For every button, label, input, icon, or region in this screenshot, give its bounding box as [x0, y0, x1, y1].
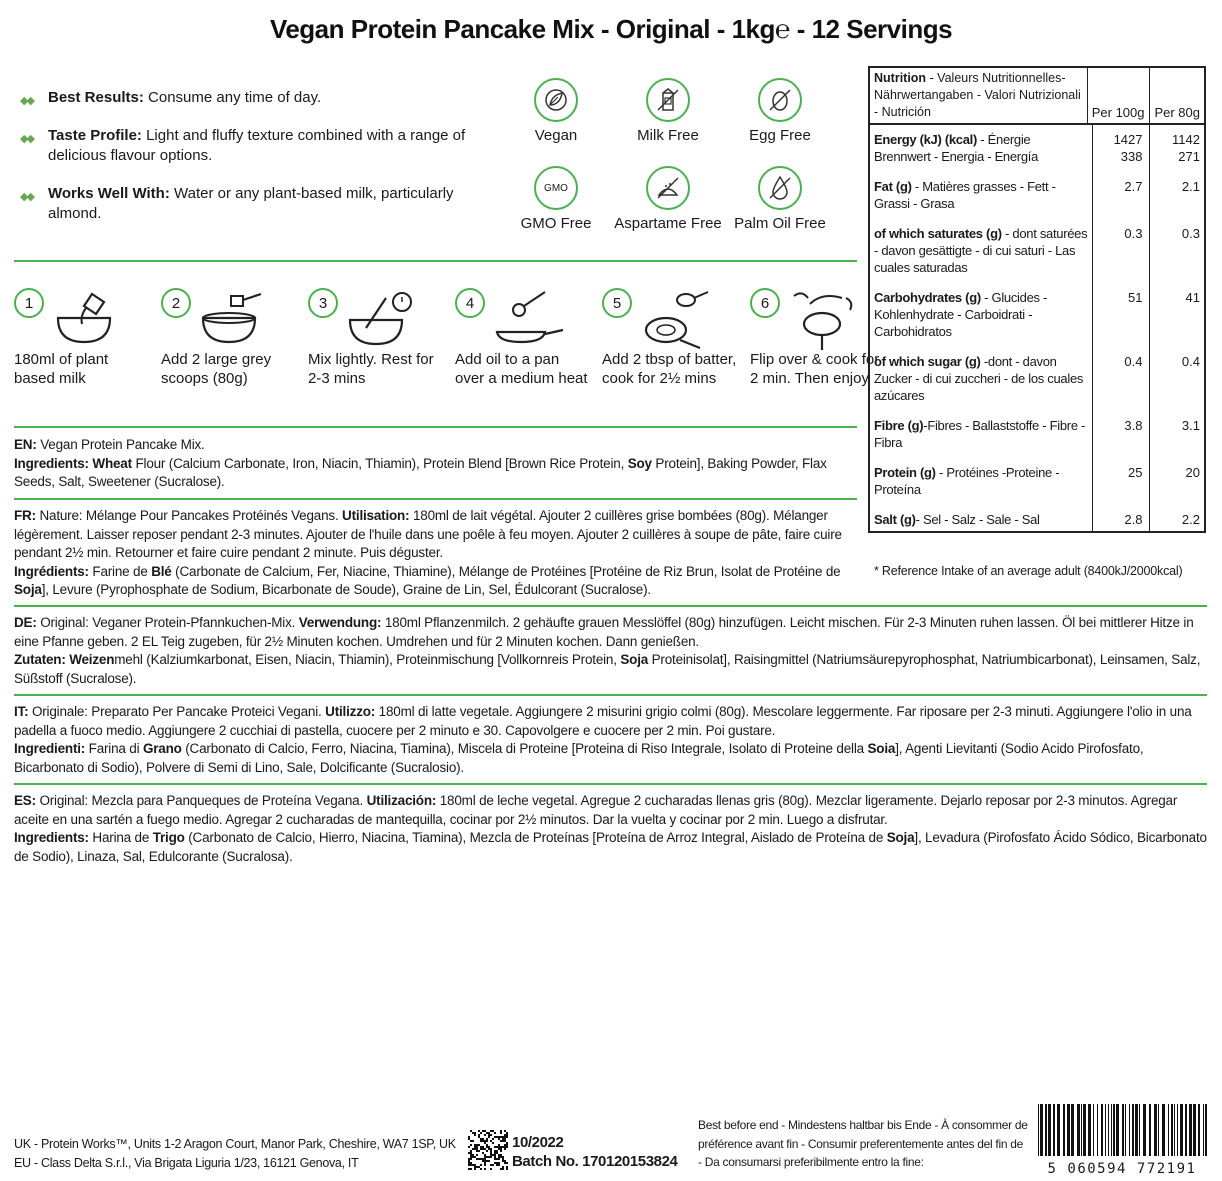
claim-label: Vegan — [534, 127, 578, 144]
text-run: Proteinisolat], Raisingmittel (Natriumsäurepyrophosphat, Natriumbicarbonat), Leinsamen, Salz, Süßstoff (Sucralose). — [14, 652, 1201, 686]
egg-free-icon — [758, 78, 802, 122]
text-run: Protein], Baking Powder, Flax Seeds, Salt, Sweetener (Sucralose). — [14, 455, 827, 489]
bold-run: DE: — [14, 615, 37, 630]
col-per-100g: Per 100g — [1087, 68, 1149, 124]
pour-milk-icon — [52, 288, 124, 350]
text-run: Farine de — [88, 563, 152, 579]
nutrient-name — [870, 125, 1092, 168]
text-run: Vegan Protein Pancake Mix. — [36, 437, 205, 452]
section-divider — [14, 605, 1207, 607]
step-text: Mix lightly. Rest for 2-3 mins — [308, 351, 434, 387]
nutrient-name — [870, 168, 1092, 215]
claim-label: Milk Free — [637, 127, 699, 144]
value-per-80g: 2.1 — [1149, 168, 1204, 215]
gmo-badge-text: GMO — [544, 182, 568, 194]
value-per-100g: 1427 338 — [1092, 125, 1149, 168]
step-text: Add 2 tbsp of batter, cook for 2½ mins — [602, 351, 737, 387]
diamond-bullet-icon: ◆◆ — [20, 191, 33, 203]
text-run: 180ml di latte vegetale. Aggiungere 2 misurini grigio colmi (80g). Mescolare leggermente. Far riposare per 2-3 minuti. Aggiungere l'olio in una padella a fuoco medio. Aggiungere 2 cucchiai di pastella, cuocere per 2 minuto e 30. Capovolgere e cuocere per 2 min. Poi gustare. — [14, 704, 1192, 738]
lang-it-description — [14, 703, 1209, 740]
text-run: Farina di — [85, 741, 143, 756]
vegan-leaf-icon — [534, 78, 578, 122]
text-run: (Carbonato di Calcio, Ferro, Niacina, Tiamina), Miscela di Proteine [Proteina di Riso Integrale, Isolato di Proteine della — [181, 741, 868, 756]
claim-label: Egg Free — [749, 127, 811, 144]
col-per-80g: Per 80g — [1149, 68, 1204, 124]
bold-run: Verwendung: — [298, 615, 382, 630]
text-run: Originale: Preparato Per Pancake Proteici Vegani. — [28, 704, 326, 719]
reference-intake-note: * Reference Intake of an average adult (8400kJ/2000kcal) — [874, 564, 1183, 578]
oil-pan-icon — [493, 288, 565, 350]
diamond-bullet-icon: ◆◆ — [20, 95, 33, 107]
lang-fr-description — [14, 507, 854, 563]
bold-run: Soia — [867, 741, 896, 756]
step-4 — [455, 288, 590, 408]
nutrient-name — [870, 454, 1092, 501]
bold-run: Utilisation: — [342, 508, 410, 523]
value-per-100g: 3.8 — [1092, 407, 1149, 454]
page-title: Vegan Protein Pancake Mix - Original - 1kg℮ - 12 Servings — [269, 14, 953, 44]
taste-profile-bullet — [20, 126, 480, 166]
value-per-100g: 2.8 — [1092, 501, 1149, 531]
barcode-number: 5 060594 772191 — [1047, 1161, 1197, 1177]
section-divider — [14, 260, 857, 262]
value-per-80g: 2.2 — [1149, 501, 1204, 531]
claim-label: Palm Oil Free — [734, 215, 826, 232]
text-run: (Carbonate de Calcium, Fer, Niacine, Thiamine), Mélange de Protéines [Protéine de Riz Brun, Isolat de Protéine de — [171, 563, 841, 579]
nutrient-label: Fibre (g) — [874, 418, 924, 433]
text-run: Original: Veganer Protein-Pfannkuchen-Mix. — [36, 615, 299, 630]
barcode — [1034, 1104, 1210, 1177]
batch-number: Batch No. 170120153824 — [512, 1153, 678, 1170]
diamond-bullet-icon: ◆◆ — [20, 133, 33, 145]
flip-pan-icon — [788, 288, 860, 350]
nutrition-row — [870, 279, 1204, 343]
value-per-80g: 41 — [1149, 279, 1204, 343]
bold-run: Soja — [886, 830, 915, 845]
lang-de-ingredients — [14, 651, 1209, 688]
nutrient-name — [870, 279, 1092, 343]
nutrient-label: Carbohydrates (g) — [874, 290, 981, 305]
text-run: (Carbonato de Calcio, Hierro, Niacina, Tiamina), Mezcla de Proteínas [Proteína de Arroz Integral, Aislado de Proteína de — [184, 830, 887, 845]
claim-label: GMO Free — [520, 215, 592, 232]
bold-run: FR: — [14, 508, 36, 523]
step-number: 3 — [308, 288, 338, 318]
bold-run: Ingrédients: — [14, 563, 89, 579]
step-2 — [161, 288, 296, 408]
value-per-80g: 3.1 — [1149, 407, 1204, 454]
lang-en-ingredients — [14, 455, 854, 492]
nutrient-label: Fat (g) — [874, 179, 912, 194]
qr-code-icon — [468, 1130, 508, 1170]
bold-run: Grano — [142, 741, 182, 756]
palm-oil-free-icon — [758, 166, 802, 210]
nutrition-row — [870, 215, 1204, 279]
bold-run: ES: — [14, 793, 36, 808]
value-per-100g: 51 — [1092, 279, 1149, 343]
lang-block-it — [14, 703, 1209, 777]
nutrition-row — [870, 501, 1204, 531]
lang-block-en — [14, 436, 854, 492]
lang-block-fr — [14, 507, 854, 600]
bullet-text: Water or any plant-based milk, particularly almond. — [48, 185, 454, 222]
text-run: 180ml de leche vegetal. Agregue 2 cucharadas llenas gris (80g). Mezclar ligeramente. Dejarlo reposar por 2-3 minutos. Agregar aceite en una sartén a fuego medio. Agregar 2 cucharadas de mantequilla, cocinar por 2½ minutos. Dar la vuelta y cocinar por 2 min. Luego a disfrutar. — [14, 793, 1178, 827]
bullet-label: Taste Profile: — [48, 127, 142, 144]
bullet-label: Best Results: — [48, 89, 144, 106]
step-text: Flip over & cook for 2 min. Then enjoy — [750, 351, 880, 387]
bold-run: Ingredients: — [14, 830, 89, 845]
nutrient-label: Protein (g) — [874, 465, 936, 480]
nutrition-row — [870, 407, 1204, 454]
best-results-bullet — [20, 88, 480, 108]
section-divider — [14, 783, 1207, 785]
lang-fr-ingredients — [14, 563, 854, 600]
bold-run: Soja — [14, 582, 42, 597]
nutrition-row — [870, 125, 1204, 168]
value-per-80g: 1142 271 — [1149, 125, 1204, 168]
batch-info — [512, 1133, 677, 1171]
nutrition-header — [870, 68, 1087, 124]
bullet-text: Consume any time of day. — [143, 89, 322, 106]
claim-gmo-free — [496, 166, 616, 232]
nutrient-label: of which sugar (g) — [874, 354, 981, 369]
nutrient-translations: - Protéines -Proteine - Proteína — [874, 465, 1060, 497]
bold-run: Soja — [620, 652, 649, 667]
lang-de-description — [14, 614, 1209, 651]
text-run: Original: Mezcla para Panqueques de Proteína Vegana. — [35, 793, 367, 808]
value-per-80g: 0.4 — [1149, 343, 1204, 407]
text-run: ], Levadura (Pirofosfato Ácido Sódico, Bicarbonato de Sodio), Linaza, Sal, Edulcorante (Sucralosa). — [14, 830, 1207, 864]
scoop-bowl-icon — [199, 288, 271, 350]
text-run: 180ml de lait végétal. Ajouter 2 cuillères grise bombées (80g). Mélanger légèrement. Laisser reposer pendant 2-3 minutes. Ajouter de l'huile dans une poêle à feu moyen. Ajouter 2 cuillères à soupe de pâte, faire cuire pendant 2½ min. Retourner et faire cuire pendant 2 minute. Puis déguster. — [14, 508, 842, 560]
nutrition-table — [868, 66, 1206, 533]
text-run: 180ml Pflanzenmilch. 2 gehäufte grauen Messlöffel (80g) hinzufügen. Leicht mischen. Für 2-3 Minuten ruhen lassen. Öl bei mittlerer Hitze in eine Pfanne geben. 2 EL Teig zugeben, für 2½ Minuten kochen. Umdrehen und für 2 Minuten kochen. Dann genießen. — [14, 615, 1194, 649]
value-per-100g: 25 — [1092, 454, 1149, 501]
nutrition-row — [870, 454, 1204, 501]
text-run: ], Agenti Lievitanti (Sodio Acido Pirofosfato, Bicarbonato di Sodio), Polvere di Semi di Lino, Sale, Dolcificante (Sucralosio). — [14, 741, 1144, 775]
claim-egg-free — [720, 78, 840, 144]
works-well-with-bullet — [20, 184, 480, 224]
step-1 — [14, 288, 149, 408]
value-per-80g: 20 — [1149, 454, 1204, 501]
gmo-free-icon — [534, 166, 578, 210]
nutrient-translations: -Fibres - Ballaststoffe - Fibre - Fibra — [874, 418, 1086, 450]
bold-run: Ingredienti: — [14, 741, 86, 756]
nutrient-name — [870, 501, 1092, 531]
bullet-text: Light and fluffy texture combined with a range of delicious flavour options. — [48, 127, 466, 164]
bold-run: Soy — [627, 455, 652, 471]
nutrient-translations: - Énergie Brennwert - Energia - Energía — [874, 132, 1038, 164]
nutrient-label: of which saturates (g) — [874, 226, 1002, 241]
bold-run: Utilización: — [366, 793, 437, 808]
milk-free-icon — [646, 78, 690, 122]
nutrient-label: Energy (kJ) (kcal) — [874, 132, 977, 147]
step-number: 6 — [750, 288, 780, 318]
bold-run: Ingredients: Wheat — [14, 455, 132, 471]
mix-timer-icon — [346, 288, 418, 350]
lang-block-de — [14, 614, 1209, 688]
bold-run: Zutaten: Weizen — [14, 652, 115, 667]
nutrient-name — [870, 215, 1092, 279]
bold-run: IT: — [14, 704, 29, 719]
step-text: Add 2 large grey scoops (80g) — [161, 351, 272, 387]
step-text: Add oil to a pan over a medium heat — [455, 351, 588, 387]
step-5 — [602, 288, 737, 408]
text-run: mehl (Kalziumkarbonat, Eisen, Niacin, Thiamin), Proteinmischung [Vollkornreis Protein, — [114, 652, 621, 667]
nutrition-header-bold: Nutrition — [874, 71, 927, 85]
text-run: Harina de — [88, 830, 153, 845]
section-divider — [14, 694, 1207, 696]
lang-it-ingredients — [14, 740, 1209, 777]
step-number: 2 — [161, 288, 191, 318]
best-before-note: Best before end - Mindestens haltbar bis Ende - À consommer de préférence avant fin - Consumir preferentemente antes del fin de - Da consumarsi preferibilmente entro la fine: — [698, 1118, 1028, 1169]
nutrition-header-text: - Valeurs Nutritionnelles-Nährwertangaben - Valori Nutrizionali - Nutrición — [874, 71, 1081, 119]
uk-address: UK - Protein Works™, Units 1-2 Aragon Court, Manor Park, Cheshire, WA7 1SP, UK — [14, 1137, 456, 1151]
step-6 — [750, 288, 885, 408]
nutrient-translations: - Matières grasses - Fett - Grassi - Grasa — [874, 179, 1056, 211]
nutrient-translations: -dont - davon Zucker - di cui zuccheri - de los cuales azúcares — [874, 354, 1084, 403]
lang-es-description — [14, 792, 1209, 829]
step-3 — [308, 288, 443, 408]
lang-block-es — [14, 792, 1209, 866]
text-run: ], Levure (Pyrophosphate de Sodium, Bicarbonate de Soude), Graine de Lin, Sel, Édulcorant (Sucralose). — [41, 582, 651, 597]
step-number: 5 — [602, 288, 632, 318]
step-text: 180ml of plant based milk — [14, 351, 109, 387]
text-run: Flour (Calcium Carbonate, Iron, Niacin, Thiamin), Protein Blend [Brown Rice Protein, — [131, 455, 628, 471]
claim-label: Aspartame Free — [614, 215, 722, 232]
section-divider — [14, 498, 857, 500]
claim-milk-free — [608, 78, 728, 144]
value-per-80g: 0.3 — [1149, 215, 1204, 279]
lang-en-description — [14, 436, 854, 455]
bold-run: Trigo — [152, 830, 185, 845]
text-run: Nature: Mélange Pour Pancakes Protéinés Vegans. — [35, 508, 343, 523]
nutrient-label: Salt (g) — [874, 512, 916, 527]
bullet-label: Works Well With: — [48, 185, 170, 202]
nutrient-name — [870, 407, 1092, 454]
section-divider — [14, 426, 857, 428]
nutrient-translations: - dont saturées - davon gesättigte - di cui saturi - Las cuales saturadas — [874, 226, 1088, 275]
nutrition-row — [870, 168, 1204, 215]
bold-run: Blé — [151, 563, 172, 579]
value-per-100g: 0.3 — [1092, 215, 1149, 279]
aspartame-free-icon — [646, 166, 690, 210]
claim-vegan — [496, 78, 616, 144]
footer-addresses — [14, 1135, 464, 1173]
bold-run: EN: — [14, 437, 37, 452]
claim-palm-oil-free — [720, 166, 840, 232]
bold-run: Utilizzo: — [325, 704, 376, 719]
eu-address: EU - Class Delta S.r.l., Via Brigata Liguria 1/23, 16121 Genova, IT — [14, 1156, 359, 1170]
batter-pan-icon — [640, 288, 712, 350]
step-number: 4 — [455, 288, 485, 318]
step-number: 1 — [14, 288, 44, 318]
nutrition-row — [870, 343, 1204, 407]
batch-date: 10/2022 — [512, 1134, 564, 1151]
nutrient-translations: - Sel - Salz - Sale - Sal — [915, 512, 1040, 527]
lang-es-ingredients — [14, 829, 1209, 866]
value-per-100g: 2.7 — [1092, 168, 1149, 215]
value-per-100g: 0.4 — [1092, 343, 1149, 407]
nutrient-name — [870, 343, 1092, 407]
claim-aspartame-free — [608, 166, 728, 232]
nutrient-translations: - Glucides - Kohlenhydrate - Carboidrati - Carbohidratos — [874, 290, 1048, 339]
